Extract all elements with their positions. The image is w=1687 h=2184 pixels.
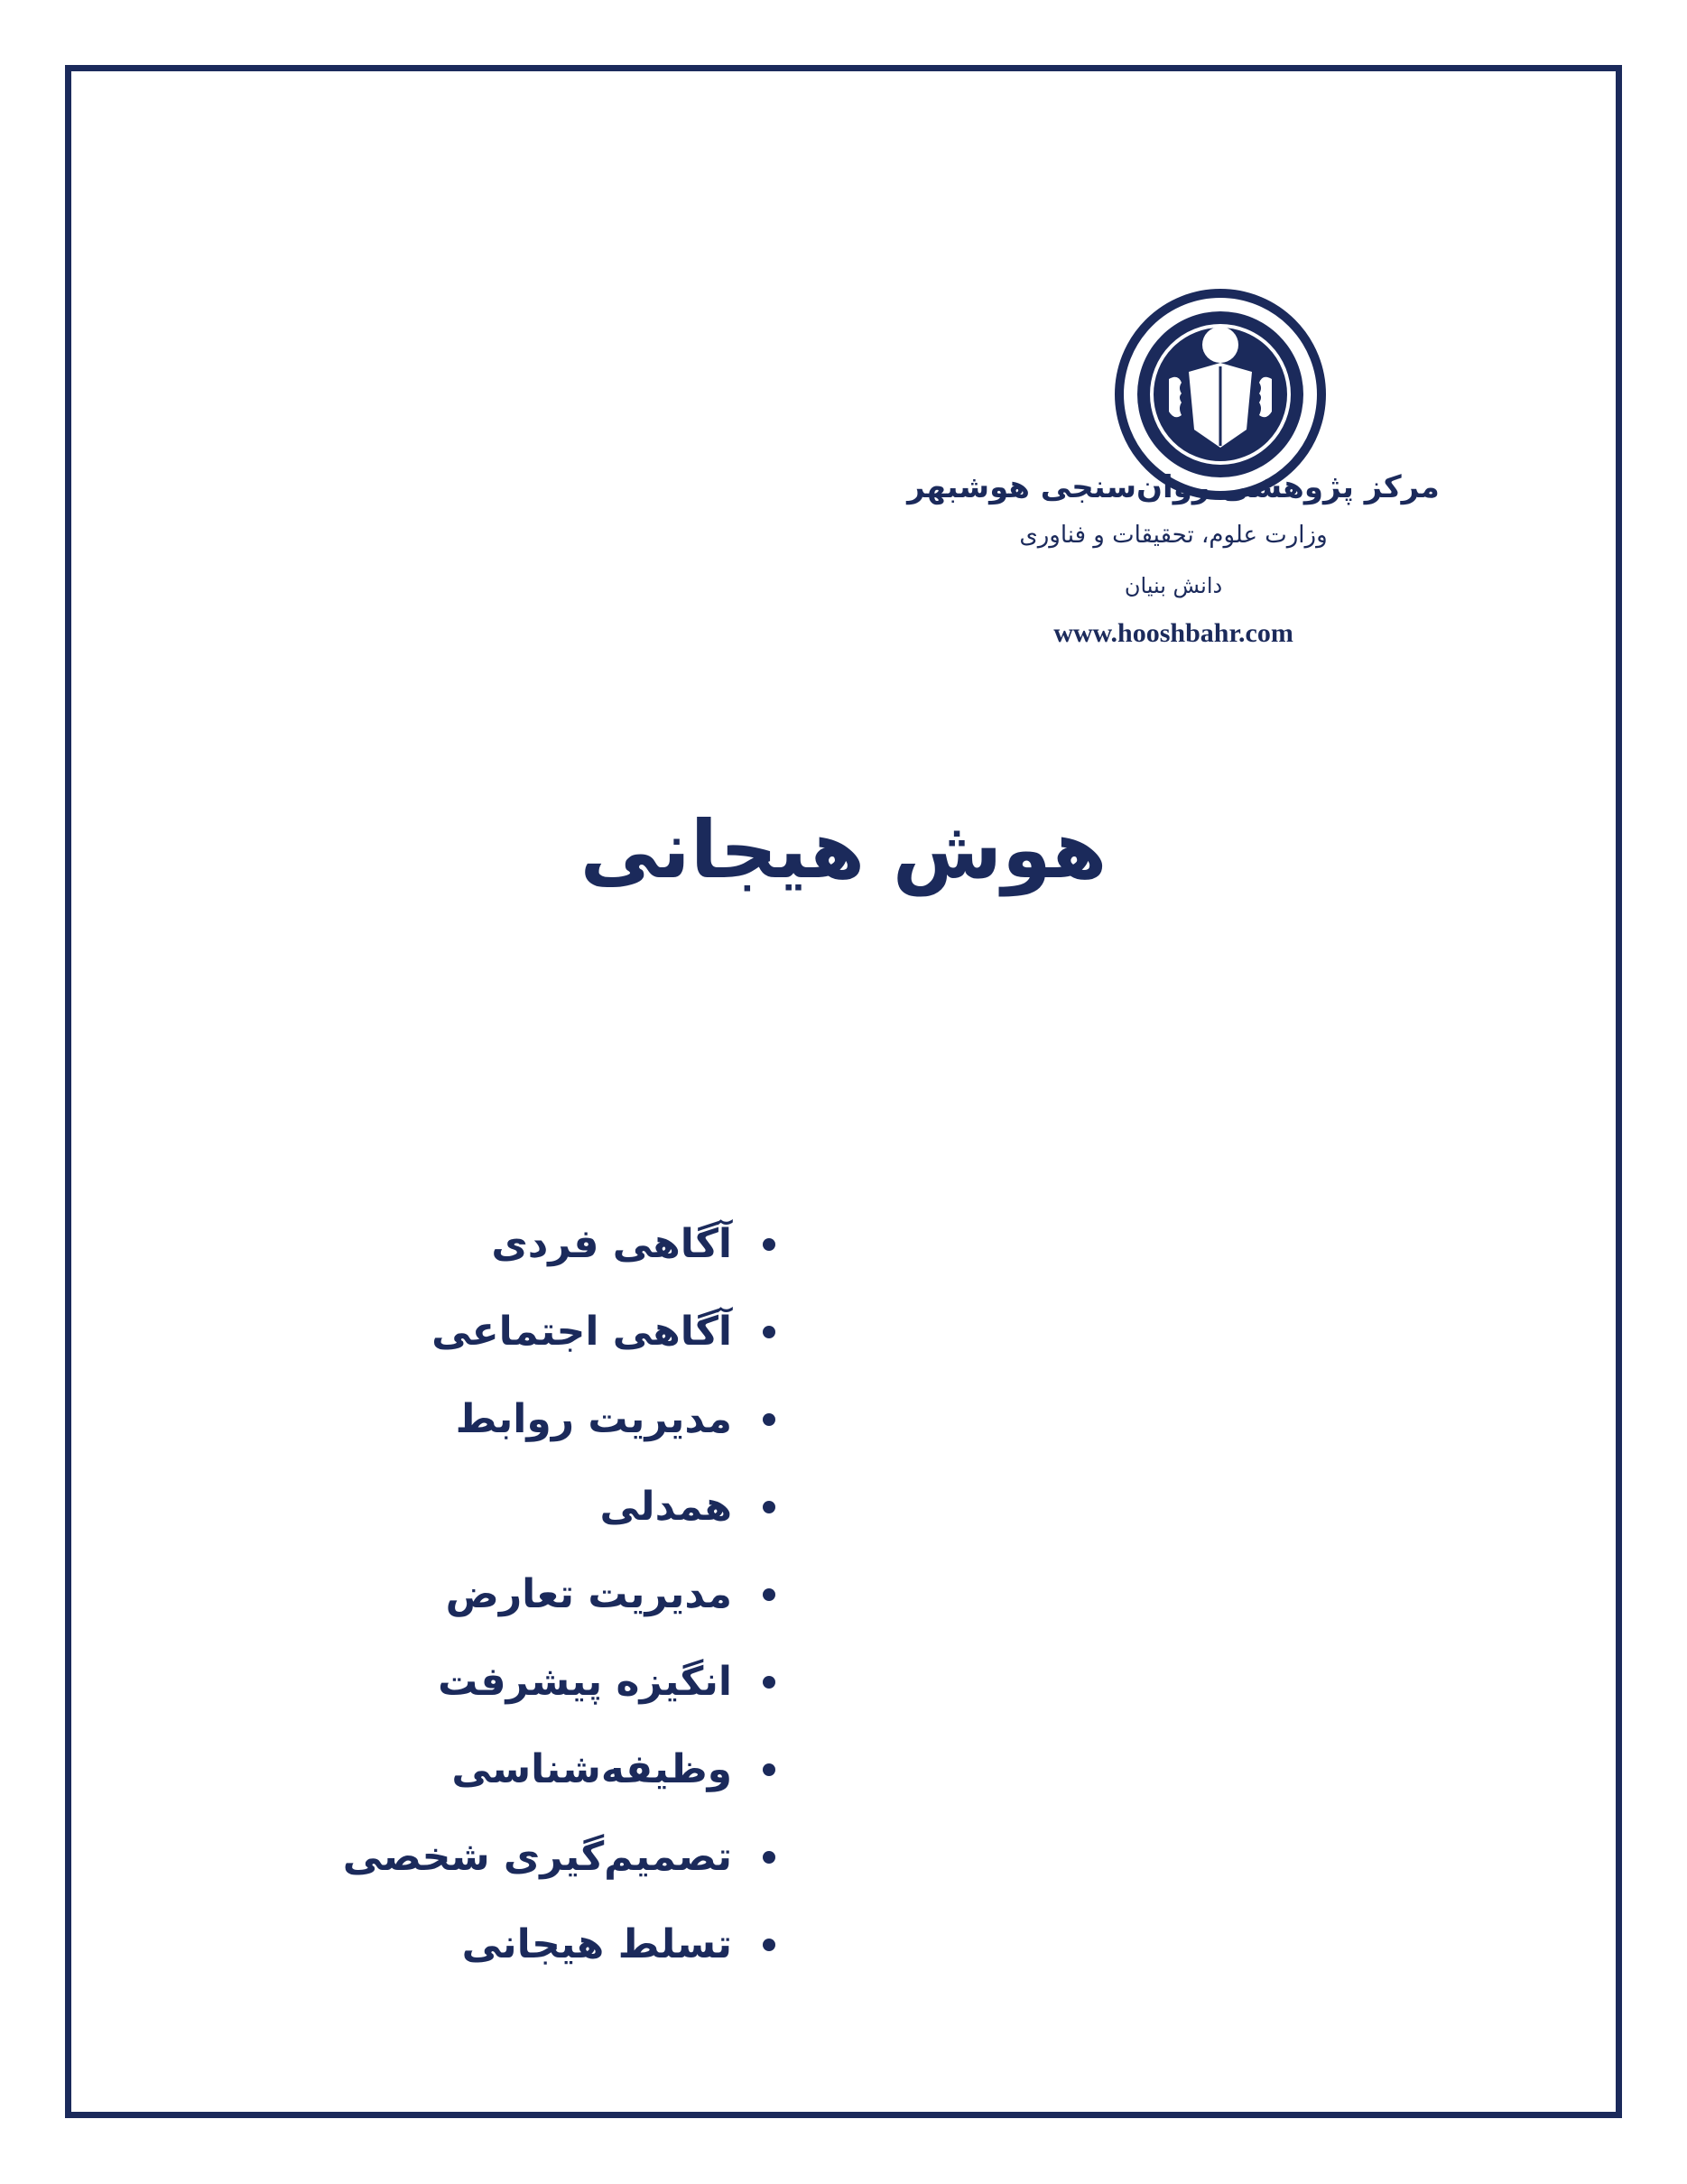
bullet-icon [763,1763,775,1776]
list-item [144,1200,775,1288]
organization-name: مرکز پژوهشی روان‌سنجی هوشبهر [907,469,1440,505]
hooshbahr-logo-icon [1115,289,1326,500]
organization-header [903,289,1444,650]
bullet-icon [763,1851,775,1864]
bullet-icon [763,1326,775,1338]
topic-label: وظیفه‌شناسی [451,1746,732,1792]
topic-list [144,1200,775,1988]
bullet-icon [763,1501,775,1513]
bullet-icon [763,1939,775,1951]
list-item [144,1726,775,1813]
topic-label: مدیریت روابط [455,1396,732,1442]
topic-label: مدیریت تعارض [445,1571,732,1617]
list-item [144,1550,775,1638]
list-item [144,1638,775,1726]
page-title: هوش هیجانی [579,803,1108,896]
topic-label: آگاهی فردی [491,1221,732,1267]
list-item [144,1375,775,1463]
list-item [144,1463,775,1550]
topic-label: تصمیم‌گیری شخصی [342,1834,732,1880]
list-item [144,1813,775,1901]
topic-label: همدلی [599,1484,732,1530]
website-url: www.hooshbahr.com [1053,618,1293,648]
topic-label: تسلط هیجانی [461,1921,732,1967]
topic-label: آگاهی اجتماعی [431,1309,732,1355]
bullet-icon [763,1676,775,1689]
knowledge-based-label: دانش بنیان [1124,573,1223,598]
list-item [144,1288,775,1375]
list-item [144,1901,775,1988]
bullet-icon [763,1588,775,1601]
topic-label: انگیزه پیشرفت [438,1659,732,1705]
bullet-icon [763,1238,775,1251]
ministry-name: وزارت علوم، تحقیقات و فناوری [1019,522,1328,549]
bullet-icon [763,1413,775,1426]
